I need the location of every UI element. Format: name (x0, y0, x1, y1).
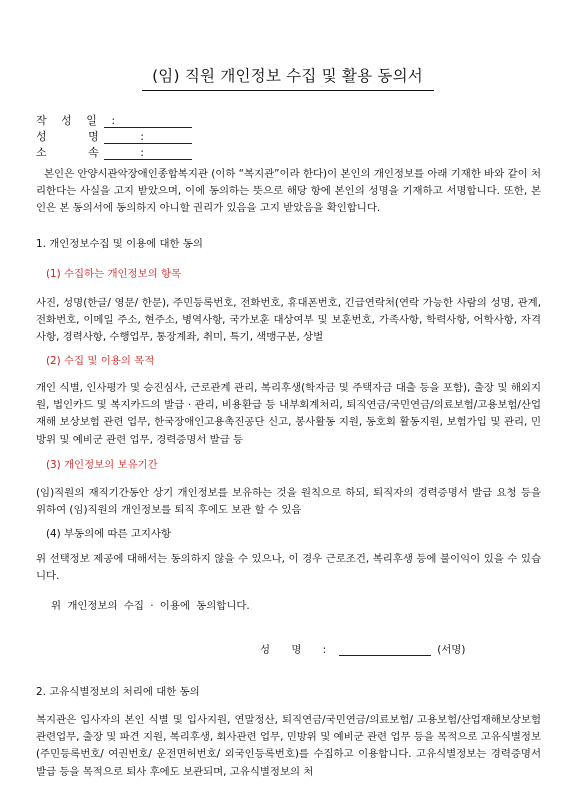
collected-items-paragraph: 사진, 성명(한글/ 영문/ 한문), 주민등록번호, 전화번호, 휴대폰번호, 긴급연락처(연락 가능한 사람의 성명, 관계, 전화번호, 이메일 주소, 현주소, 병역사항, 국가보훈 대상여부 및 보훈번호, 가족사항, 학력사항, 어학사항, 자격사항, 경력사항, 수행업무, 통장계좌, 취미, 특기, 색맹구분, 상벌 (36, 297, 541, 344)
affiliation-field[interactable] (104, 148, 192, 160)
affiliation-label: 소 속 : (36, 146, 163, 159)
intro-paragraph: 본인은 안양시관악장애인종합복지관 (이하 “복지관”이라 한다)이 본인의 개인정보를 아래 기재한 바와 같이 처리한다는 사실을 고지 받았으며, 이에 동의하는 뜻으로 해당 항에 본인의 성명을 기재하고 서명합니다. 또한, 본인은 본 동의서에 동의하지 아니할 권리가 있음을 고지 받았음을 확인합니다. (36, 168, 541, 215)
purpose-paragraph: 개인 식별, 인사평가 및 승진심사, 근로관계 관리, 복리후생(학자금 및 주택자금 대출 등을 포함), 출장 및 해외지원, 법인카드 및 복지카드의 발급 · 관리, 비용환급 등 내부회계처리, 퇴직연금/국민연금/의료보험/고용보험/산업재해 보상보험 관련 업무, 한국장애인고용촉진공단 신고, 봉사활동 지원, 동호회 활동지원, 보험가입 및 관리, 민방위 및 예비군 관련 업무, 경력증명서 발급 등 (36, 382, 541, 446)
signature-row (260, 641, 465, 656)
agreement-statement: 위 개인정보의 수집 · 이용에 동의합니다. (51, 600, 250, 612)
info-row-name (36, 128, 192, 142)
section2-heading: 2. 고유식별정보의 처리에 대한 동의 (36, 686, 200, 698)
refusal-paragraph: 위 선택정보 제공에 대해서는 동의하지 않을 수 있으나, 이 경우 근로조건, 복리후생 등에 불이익이 있을 수 있습니다. (36, 553, 541, 583)
name-field[interactable] (104, 132, 192, 144)
title-underline (142, 90, 434, 91)
signature-name-field[interactable] (339, 644, 431, 656)
info-row-date (36, 112, 192, 126)
subheading-retention: (3) 개인정보의 보유기간 (46, 459, 158, 471)
document-title: (임) 직원 개인정보 수집 및 활용 동의서 (152, 67, 423, 85)
date-field[interactable] (104, 116, 192, 128)
retention-paragraph: (임)직원의 재직기간동안 상기 개인정보를 보유하는 것을 원칙으로 하되, 퇴직자의 경력증명서 발급 요청 등을 위하여 (임)직원의 개인정보를 퇴직 후에도 보관 할 수 있음 (36, 487, 541, 517)
signature-suffix: (서명) (437, 644, 466, 656)
section1-heading: 1. 개인정보수집 및 이용에 대한 동의 (36, 238, 203, 250)
signature-name-label: 성 명 : (260, 644, 336, 656)
info-row-affiliation (36, 144, 192, 158)
date-label: 작 성 일 : (36, 114, 121, 127)
section2-paragraph: 복지관은 입사자의 본인 식별 및 입사지원, 연말정산, 퇴직연금/국민연금/의료보험/ 고용보험/산업재해보상보험 관련업무, 출장 및 파견 지원, 복리후생, 회사관련 업무, 민방위 및 예비군 관련 업무 등을 목적으로 고유식별정보(주민등록번호/ 여권번호/ 운전면허번호/ 외국인등록번호)를 수집하고 이용합니다. 고유식별정보는 경력증명서 발급 등을 목적으로 퇴사 후에도 보관되며, 고유식별정보의 처 (36, 714, 541, 778)
subheading-collected-items: (1) 수집하는 개인정보의 항목 (46, 268, 182, 280)
subheading-purpose: (2) 수집 및 이용의 목적 (46, 355, 155, 367)
subheading-refusal-notice: (4) 부동의에 따른 고지사항 (46, 528, 171, 540)
name-label: 성 명 : (36, 130, 163, 143)
